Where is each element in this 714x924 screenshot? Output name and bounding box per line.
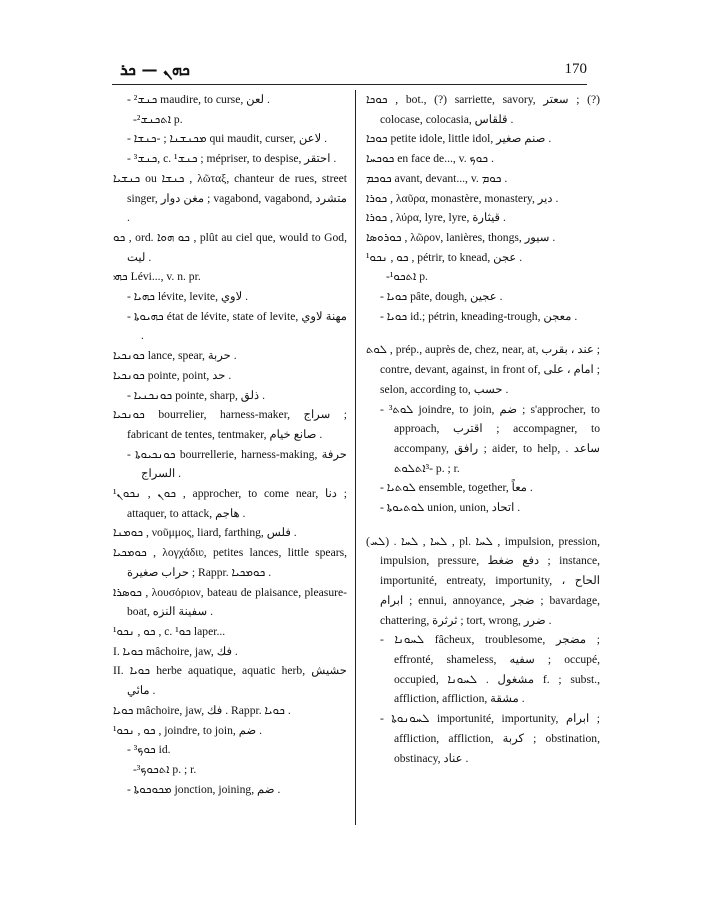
dictionary-entry: ܟܘܣܪܐ , λουσόριον, bateau de plaisance, pleasure-boat, سفينة النزه . [113, 585, 347, 619]
dictionary-entry: ¹ܟܘܢ , ܢܟܘܢ , approcher, to come near, دنا ; attaquer, to attack, هاجم . [113, 487, 347, 520]
dictionary-entry: - ܠܚܘܢܘܬܐ importunité, importunity, ابرام ; affliction, affliction, كربة ; obstination, obstinacy, عناد . [380, 712, 600, 765]
dictionary-entry: ¹ܟܘ , ܢܟܘ , joindre, to join, ضم . [113, 723, 263, 737]
dictionary-entry: -¹ܐܬܟܘ p. [386, 270, 428, 284]
dictionary-entry: ¹ܟܘ , ܢܟܘ , pétrir, to knead, عجن . [366, 250, 523, 264]
dictionary-entry: ܟܘܡܢܐ , νοῦμμος, liard, farthing, فلس . [113, 526, 297, 540]
dictionary-entry: (ܠܚ) . ܠܚܐ , ܠܚܐ , pl. ܠܚܐ , impulsion, pression, impulsion, pressure, دفع ضغط ; instance, importunité, entreaty, importunity, الحاح ، ابرام ; ennui, annoyance, ضجر ; bavardage, chattering, ثرثرة ; tort, wrong, ضرر . [366, 534, 600, 627]
header-rule [112, 84, 587, 85]
dictionary-entry: - ܟܘܝܐ pâte, dough, عجين . [380, 290, 503, 304]
dictionary-entry: - ܡܟܘܟܘܬܐ jonction, joining, ضم . [127, 782, 281, 796]
dictionary-entry: - ³ܟܘܟ id. [127, 743, 171, 757]
dictionary-entry: - ³ܟܢܫ, c. ¹ܟܢܫ ; mépriser, to despise, احتقر . [127, 152, 337, 166]
dictionary-entry: ܟܘܝܐ mâchoire, jaw, فك . Rappr. ܟܘܝܐ . [113, 703, 291, 717]
dictionary-entry: ܟܘܪܘܣܐ , λῶρον, lanières, thongs, سيور . [366, 230, 556, 244]
dictionary-entry: - ܠܚܘܢܐ fâcheux, troublesome, مضجر ; effronté, shameless, سفيه ; occupé, occupied, مشغول . ܠܚܘܢܐ f. ; subst., affliction, affliction, مشقة . [380, 633, 601, 706]
dictionary-entry: ܟܘܢܟܝܐ pointe, point, حد . [113, 368, 232, 382]
page-number: 170 [564, 61, 587, 77]
dictionary-entry: - ܡܟܢܫܢܐ ; -ܟܢܫܐ qui maudit, curser, لاعن . [127, 132, 327, 146]
dictionary-entry: ܟܢܫܝܐ ou ܟܢܫܐ , λῶταξ, chanteur de rues, street singer, مغن دوار ; vagabond, vagabond, متشرد . [113, 171, 348, 225]
column-divider [355, 90, 356, 825]
dictionary-entry: ܟܘܟܚܐ en face de..., v. ܟܘܟ . [366, 152, 494, 166]
dictionary-entry: - ܟܗܝܘܬܐ état de lévite, state of levite, مهنة لاوي . [127, 309, 348, 343]
dictionary-entry: - ܠܘܬܝܘܬܐ union, union, اتحاد . [380, 501, 521, 515]
dictionary-entry: - ²ܟܢܫ maudire, to curse, لعن . [127, 93, 270, 106]
dictionary-entry: ܠܘܬ , prép., auprès de, chez, near, at, عند ، بقرب ; contre, devant, against, in front of, امام ، على ; selon, according to, حسب . [366, 343, 600, 396]
dictionary-entry: - ܟܘܝܐ id.; pétrin, kneading-trough, معجن . [380, 309, 578, 323]
dictionary-entry: ܟܘܟܐ , bot., (?) sarriette, savory, سعتر ; (?) colocase, colocasia, قلقاس . [366, 93, 601, 126]
dictionary-entry: ܟܘܟܡ avant, devant..., v. ܟܘܡ . [366, 171, 508, 185]
dictionary-entry: II. ܟܘܝܐ herbe aquatique, aquatic herb, حشيش مائي . [113, 664, 347, 698]
dictionary-entry: -²ܐܬܟܢܫ p. [133, 112, 183, 126]
dictionary-entry: ܟܘܢܟܝܐ lance, spear, حربة . [113, 349, 237, 363]
dictionary-entry: ܟܘܪܐ , λαῦρα, monastère, monastery, دير . [366, 191, 559, 205]
dictionary-entry: ܟܘܪܐ , λύρα, lyre, lyre, قيثارة . [366, 211, 506, 225]
dictionary-entry: ¹ܟܘ , ܢܟܘ , c. ¹ܟܘ laper... [113, 624, 226, 638]
dictionary-entry: - ܟܘܢܟܝܘܬܐ bourrellerie, harness-making, حرفة السراج . [127, 447, 347, 481]
left-column [113, 90, 347, 799]
dictionary-entry: - ³ܠܘܬ joindre, to join, ضم ; s'approcher, to approach, اقترب ; accompagner, to accompany, رافق ; aider, to help, ساعد . -³ܐܬܠܘܬ p. ; r. [380, 402, 600, 475]
dictionary-entry: - ܟܗܝܐ lévite, levite, لاوي . [127, 290, 249, 304]
dictionary-entry: ܟܘܡܟܝܐ , λογχάδιʋ, petites lances, little spears, حراب صغيرة ; Rappr. ܟܘܡܟܝܐ . [113, 546, 347, 579]
dictionary-entry: ܟܗܝ Lévi..., v. n. pr. [113, 270, 201, 284]
right-column [366, 90, 600, 768]
dictionary-entry: - ܠܘܬܝܐ ensemble, together, معاً . [380, 481, 533, 495]
dictionary-entry: I. ܟܘܝܐ mâchoire, jaw, فك . [113, 644, 238, 658]
dictionary-entry: ܟܘܢܟܝܐ bourrelier, harness-maker, سراج ; fabricant de tentes, tentmaker, صانع خيام . [113, 408, 347, 441]
dictionary-entry: ܟܘ , ord. ܟܘ ܗܘܐ , plût au ciel que, would to God, ليت . [113, 230, 347, 264]
dictionary-entry: - ܟܘܢܟܢܝܐ pointe, sharp, ذلق . [127, 388, 265, 402]
dictionary-entry: ܟܘܟܐ petite idole, little idol, صنم صغير . [366, 132, 552, 146]
dictionary-entry: -³ܐܬܟܘܟ p. ; r. [133, 762, 197, 776]
running-head [112, 58, 587, 82]
running-head-syriac: ܟܗܢ — ܟܪ [120, 60, 190, 79]
